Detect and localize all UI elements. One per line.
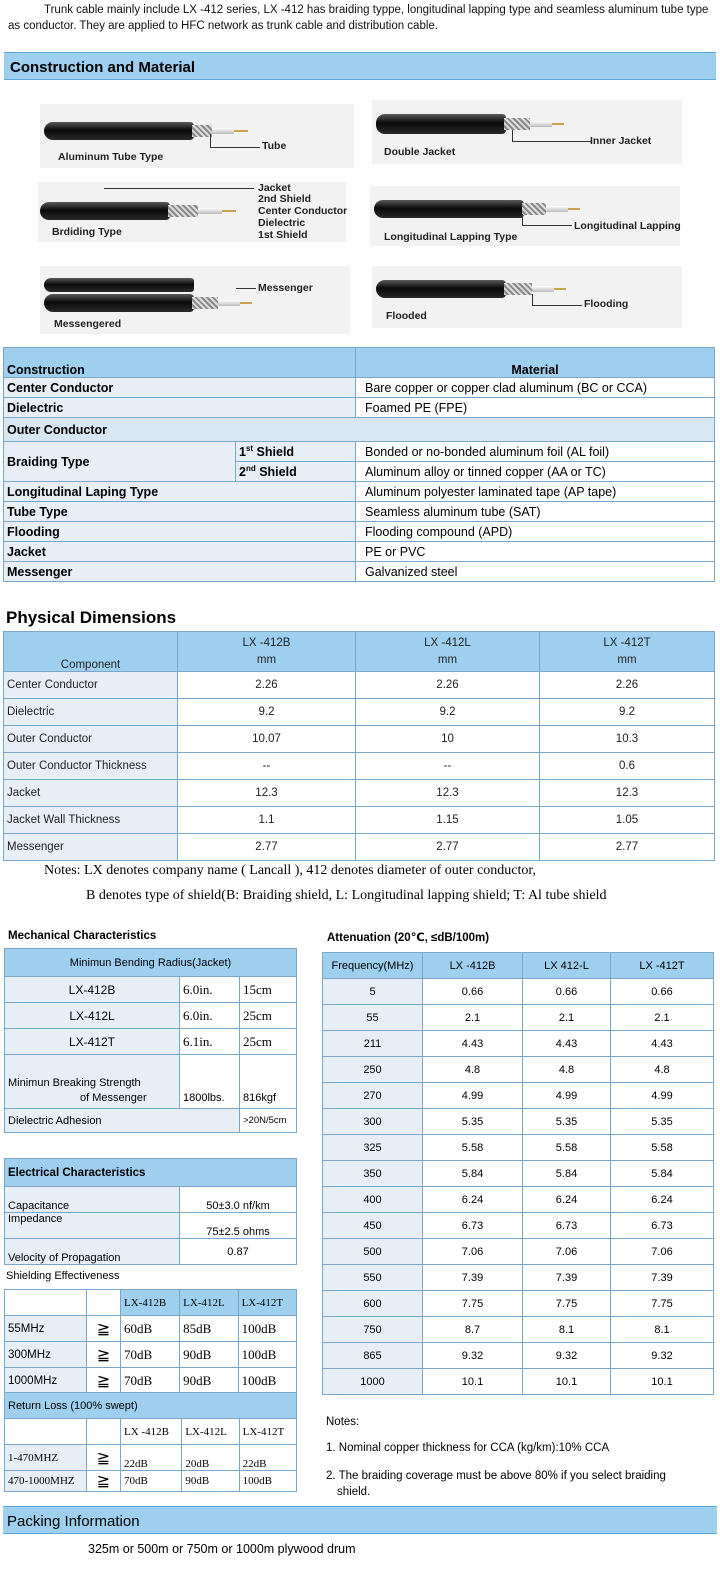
dim-value: 1.1 [178,807,356,834]
table-row [323,1057,714,1083]
att-frequency: 450 [323,1213,423,1239]
att-value: 2.1 [423,1005,523,1031]
adhesion-value: >20N/5cm [240,1109,297,1133]
dim-value: 2.26 [178,672,356,699]
model-label: LX-412T [5,1029,180,1055]
att-value: 5.58 [611,1135,714,1161]
row-label: Center Conductor [4,378,356,398]
row-label: Jacket [4,542,356,562]
att-value: 6.73 [523,1213,611,1239]
att-value: 4.99 [423,1083,523,1109]
row-value: Foamed PE (FPE) [356,398,715,418]
att-frequency: 400 [323,1187,423,1213]
label-tube: Tube [262,140,287,152]
construction-table [3,347,715,582]
freq-label: 55MHz [5,1316,87,1342]
photo-aluminum-tube [40,104,354,168]
att-value: 4.43 [611,1031,714,1057]
bend-cm: 25cm [240,1003,297,1029]
photo-longitudinal [370,186,680,246]
caption-braiding: Brdiding Type [52,226,122,238]
component-name: Center Conductor [4,672,178,699]
model-header: LX -412T mm [540,632,715,672]
att-value: 7.75 [523,1291,611,1317]
material-header: Material [356,348,715,378]
intro-text: Trunk cable mainly include LX -412 series, LX -412 has braiding typpe, longitudinal lapping type and seamless aluminum tube type as conductor. They are applied to HFC network as trunk cable and distribution cable. [8,4,709,32]
att-value: 8.7 [423,1317,523,1343]
dim-value: 9.2 [178,699,356,726]
att-value: 5.58 [523,1135,611,1161]
outer-conductor-row: Outer Conductor [4,418,715,442]
freq-label: 1000MHz [5,1368,87,1394]
dim-value: 1.15 [356,807,540,834]
geq-sign: ≧ [87,1471,121,1492]
electrical-table [4,1158,297,1265]
return-value: 22dB [239,1445,296,1471]
att-value: 5.58 [423,1135,523,1161]
shield-value: 100dB [238,1316,296,1342]
att-frequency: 865 [323,1343,423,1369]
physical-notes-line-2: B denotes type of shield(B: Braiding shield, L: Longitudinal lapping shield; T: Al tube shield [86,888,607,903]
dim-value: -- [356,753,540,780]
att-value: 4.8 [611,1057,714,1083]
caption-messengered: Messengered [54,318,122,330]
component-header: Component [4,632,178,672]
photo-flooded [372,266,682,328]
table-row [323,1265,714,1291]
geq-sign: ≧ [87,1445,121,1471]
label-jacket: Jacket [258,182,291,194]
caption-double-jacket: Double Jacket [384,146,456,158]
model-header: LX -412L mm [356,632,540,672]
row-label: Longitudinal Laping Type [4,482,356,502]
att-value: 6.24 [523,1187,611,1213]
return-model: LX -412B [121,1419,182,1445]
component-name: Outer Conductor [4,726,178,753]
att-value: 4.99 [611,1083,714,1109]
construction-header: Construction [4,348,356,378]
att-value: 8.1 [611,1317,714,1343]
att-value: 6.73 [423,1213,523,1239]
return-loss-title: Return Loss (100% swept) [5,1393,297,1419]
att-value: 6.73 [611,1213,714,1239]
bend-inch: 6.0in. [180,977,240,1003]
att-frequency: 5 [323,979,423,1005]
att-frequency: 350 [323,1161,423,1187]
att-value: 4.8 [423,1057,523,1083]
return-model: LX-412L [182,1419,239,1445]
att-frequency: 750 [323,1317,423,1343]
table-row [323,1005,714,1031]
shield-value: 100dB [238,1342,296,1368]
component-name: Jacket Wall Thickness [4,807,178,834]
model-label: LX-412L [5,1003,180,1029]
table-row [323,1343,714,1369]
breaking-strength-label: Minimun Breaking Strength of Messenger [5,1055,180,1109]
att-value: 2.1 [611,1005,714,1031]
breaking-kgf: 816kgf [240,1055,297,1109]
att-header: LX 412-L [523,953,611,979]
braiding-type-label: Braiding Type [4,442,236,482]
geq-sign: ≧ [87,1368,121,1394]
row-value: Aluminum polyester laminated tape (AP tape) [356,482,715,502]
att-value: 0.66 [611,979,714,1005]
label-flooding: Flooding [584,298,629,310]
att-value: 4.8 [523,1057,611,1083]
dim-value: 12.3 [178,780,356,807]
empty-cell [87,1419,121,1445]
row-value: Bare copper or copper clad aluminum (BC or CCA) [356,378,715,398]
shielding-title: Shielding Effectiveness [6,1270,120,1282]
table-row [323,1369,714,1395]
att-value: 7.39 [523,1265,611,1291]
bend-cm: 25cm [240,1029,297,1055]
att-value: 0.66 [423,979,523,1005]
empty-cell [5,1290,87,1316]
bend-inch: 6.0in. [180,1003,240,1029]
elec-value: 50±3.0 nf/km [180,1187,297,1213]
shield-value: 70dB [121,1368,180,1394]
dim-value: 10.07 [178,726,356,753]
att-value: 7.39 [423,1265,523,1291]
att-value: 4.43 [523,1031,611,1057]
att-value: 0.66 [523,979,611,1005]
bend-cm: 15cm [240,977,297,1003]
att-value: 9.32 [423,1343,523,1369]
mechanical-table [4,948,297,1133]
att-value: 6.24 [423,1187,523,1213]
table-row [323,1083,714,1109]
table-row [323,1213,714,1239]
label-inner-jacket: Inner Jacket [590,135,652,147]
att-value: 10.1 [611,1369,714,1395]
att-value: 5.84 [423,1161,523,1187]
att-frequency: 500 [323,1239,423,1265]
dim-value: 12.3 [356,780,540,807]
att-value: 6.24 [611,1187,714,1213]
return-value: 22dB [121,1445,182,1471]
dim-value: 2.77 [540,834,715,861]
att-value: 9.32 [611,1343,714,1369]
att-value: 7.75 [611,1291,714,1317]
row-value: Flooding compound (APD) [356,522,715,542]
shield-value: 100dB [238,1368,296,1394]
row-label: Dielectric [4,398,356,418]
table-row [323,1031,714,1057]
table-row [323,1317,714,1343]
table-row [323,1135,714,1161]
elec-label: Capacitance [5,1187,180,1213]
attenuation-title: Attenuation (20℃, ≤dB/100m) [327,932,490,944]
shield-value: 90dB [180,1342,238,1368]
att-value: 10.1 [523,1369,611,1395]
label-center-conductor: Center Conductor [258,205,348,217]
dim-value: 2.77 [178,834,356,861]
geq-sign: ≧ [87,1316,121,1342]
att-value: 2.1 [523,1005,611,1031]
label-messenger: Messenger [258,282,313,294]
att-value: 7.75 [423,1291,523,1317]
att-value: 9.32 [523,1343,611,1369]
att-value: 7.06 [611,1239,714,1265]
shield-value: 85dB [180,1316,238,1342]
dim-value: 1.05 [540,807,715,834]
elec-value: 75±2.5 ohms [180,1213,297,1239]
table-row [323,1109,714,1135]
dim-value: 2.26 [540,672,715,699]
elec-label: Impedance [5,1213,180,1239]
att-value: 4.99 [523,1083,611,1109]
att-value: 5.35 [611,1109,714,1135]
shield-value: 70dB [121,1342,180,1368]
photo-double-jacket [372,100,682,164]
shield-model: LX-412L [180,1290,238,1316]
geq-sign: ≧ [87,1342,121,1368]
att-value: 5.35 [423,1109,523,1135]
breaking-lbs: 1800lbs. [180,1055,240,1109]
return-value: 90dB [182,1471,239,1492]
table-row [323,1187,714,1213]
dim-value: 2.77 [356,834,540,861]
att-frequency: 600 [323,1291,423,1317]
component-name: Dielectric [4,699,178,726]
adhesion-label: Dielectric Adhesion [5,1109,240,1133]
row-label: Flooding [4,522,356,542]
att-frequency: 250 [323,1057,423,1083]
shield-value: 90dB [180,1368,238,1394]
attenuation-table [322,952,714,1395]
dim-value: 12.3 [540,780,715,807]
note-item-1: 1. Nominal copper thickness for CCA (kg/km):10% CCA [326,1442,610,1454]
table-row [323,1161,714,1187]
packing-text: 325m or 500m or 750m or 1000m plywood drum [88,1542,356,1556]
return-value: 70dB [121,1471,182,1492]
empty-cell [87,1290,121,1316]
note-item-2: 2. The braiding coverage must be above 80% if you select braiding shield. [326,1470,666,1498]
shield-value: 60dB [121,1316,180,1342]
dim-value: 10 [356,726,540,753]
mechanical-title: Mechanical Characteristics [8,930,157,942]
model-header: LX -412B mm [178,632,356,672]
att-value: 10.1 [423,1369,523,1395]
bend-inch: 6.1in. [180,1029,240,1055]
att-value: 7.06 [423,1239,523,1265]
return-model: LX-412T [239,1419,296,1445]
table-row [323,1239,714,1265]
row-label: Tube Type [4,502,356,522]
dim-value: 10.3 [540,726,715,753]
att-frequency: 55 [323,1005,423,1031]
label-1st-shield: 1st Shield [258,229,308,241]
model-label: LX-412B [5,977,180,1003]
elec-value: 0.87 [180,1239,297,1265]
att-value: 7.06 [523,1239,611,1265]
physical-dimensions-table [3,631,715,861]
att-frequency: 325 [323,1135,423,1161]
att-value: 7.39 [611,1265,714,1291]
physical-notes-line-1: Notes: LX denotes company name ( Lancall ), 412 denotes diameter of outer conductor, [44,863,536,878]
att-frequency: 1000 [323,1369,423,1395]
label-dielectric: Dielectric [258,217,306,229]
shield-1-label: 1st Shield [236,442,356,462]
att-value: 8.1 [523,1317,611,1343]
row-value: PE or PVC [356,542,715,562]
return-freq: 470-1000MHZ [5,1471,87,1492]
row-value: Galvanized steel [356,562,715,582]
notes-title: Notes: [326,1416,360,1428]
return-freq: 1-470MHZ [5,1445,87,1471]
table-row [323,979,714,1005]
dim-value: 0.6 [540,753,715,780]
shield-model: LX-412T [238,1290,296,1316]
dim-value: -- [178,753,356,780]
label-longitudinal-lapping: Longitudinal Lapping [574,220,681,232]
row-value: Seamless aluminum tube (SAT) [356,502,715,522]
att-header: Frequency(MHz) [323,953,423,979]
caption-aluminum-tube: Aluminum Tube Type [58,151,164,163]
photo-braiding [38,182,346,242]
return-loss-table [4,1392,297,1492]
att-value: 4.43 [423,1031,523,1057]
dim-value: 2.26 [356,672,540,699]
return-value: 20dB [182,1445,239,1471]
att-header: LX -412T [611,953,714,979]
label-2nd-shield: 2nd Shield [258,193,312,205]
att-value: 5.84 [523,1161,611,1187]
component-name: Outer Conductor Thickness [4,753,178,780]
caption-flooded: Flooded [386,310,427,322]
dim-value: 9.2 [540,699,715,726]
bending-radius-header: Minimun Bending Radius(Jacket) [5,949,297,977]
caption-longitudinal: Longitudinal Lapping Type [384,231,518,243]
return-value: 100dB [239,1471,296,1492]
photo-messengered [40,266,350,334]
elec-label: Velocity of Propagation [5,1239,180,1265]
att-frequency: 211 [323,1031,423,1057]
empty-cell [5,1419,87,1445]
row-value: Aluminum alloy or tinned copper (AA or TC) [356,462,715,482]
att-value: 5.84 [611,1161,714,1187]
packing-title: Packing Information [3,1506,717,1534]
att-frequency: 550 [323,1265,423,1291]
dim-value: 9.2 [356,699,540,726]
component-name: Messenger [4,834,178,861]
att-frequency: 270 [323,1083,423,1109]
att-frequency: 300 [323,1109,423,1135]
table-row [323,1291,714,1317]
freq-label: 300MHz [5,1342,87,1368]
row-label: Messenger [4,562,356,582]
shield-model: LX-412B [121,1290,180,1316]
construction-section-title: Construction and Material [4,52,716,80]
shield-2-label: 2nd Shield [236,462,356,482]
row-value: Bonded or no-bonded aluminum foil (AL foil) [356,442,715,462]
att-value: 5.35 [523,1109,611,1135]
shielding-table [4,1289,297,1394]
component-name: Jacket [4,780,178,807]
att-header: LX -412B [423,953,523,979]
electrical-title: Electrical Characteristics [5,1159,297,1187]
physical-dimensions-title: Physical Dimensions [6,608,177,627]
